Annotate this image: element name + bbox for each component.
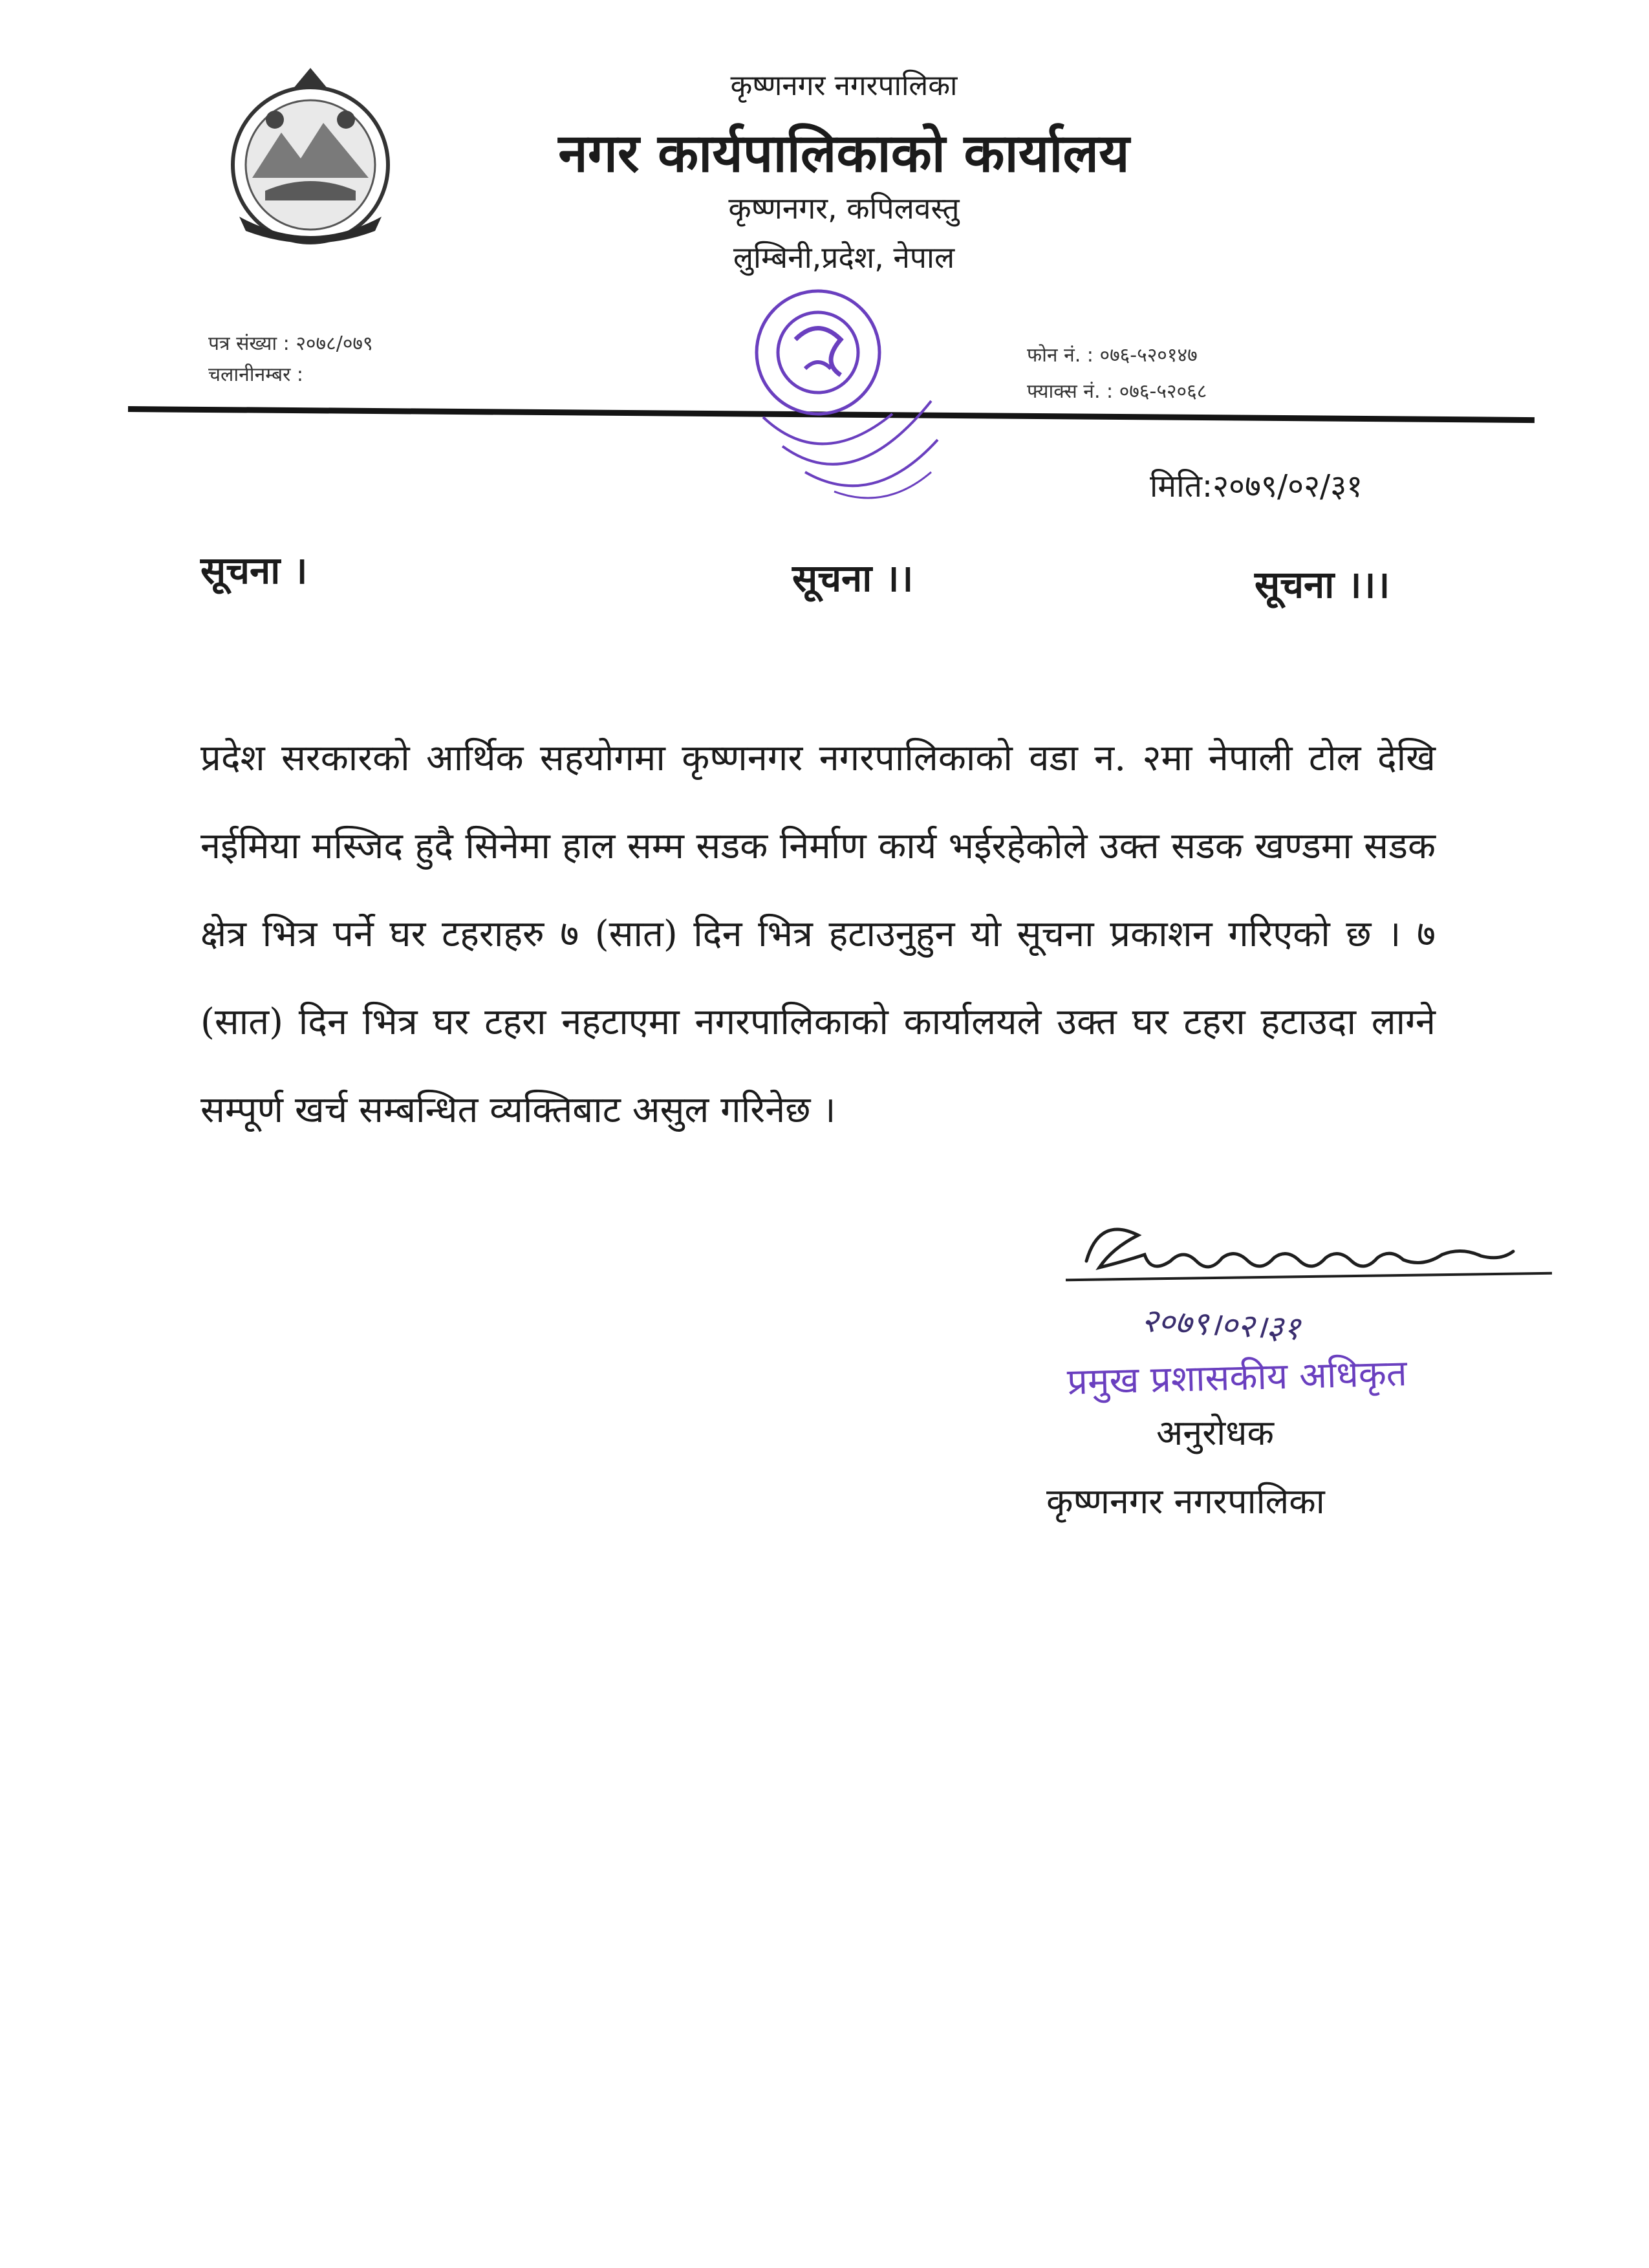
office-location: कृष्णनगर, कपिलवस्तु [728,191,960,226]
fax-row [1027,374,1207,410]
office-title: नगर कार्यपालिकाको कार्यालय [558,122,1130,184]
requester-label: अनुरोधक [1156,1412,1274,1453]
signatory-municipality: कृष्णनगर नगरपालिका [1046,1481,1325,1522]
office-address: लुम्बिनी,प्रदेश, नेपाल [733,240,955,275]
reference-block [208,329,373,391]
phone-row [1027,338,1207,374]
signature-icon [1061,1196,1552,1313]
phone-number: ०७६-५२०१४७ [1099,344,1198,367]
dispatch-number-label: चलानीनम्बर : [208,363,304,386]
dispatch-number-row [208,360,373,391]
notice-heading-3: सूचना ।।। [1255,563,1390,607]
fax-label: फ्याक्स नं. : [1027,380,1114,403]
office-stamp-icon [744,278,964,524]
officer-title-stamp: प्रमुख प्रशासकीय अधिकृत [1066,1352,1408,1403]
letter-number: २०७८/०७९ [296,332,373,355]
signed-date: २०७९।०२।३१ [1140,1301,1302,1348]
letter-date: मिति:२०७९/०२/३१ [1150,468,1363,504]
letter-number-row [208,329,373,360]
letter-number-label: पत्र संख्या : [208,332,290,355]
municipality-name: कृष्णनगर नगरपालिका [730,69,958,102]
notice-body: प्रदेश सरकारको आर्थिक सहयोगमा कृष्णनगर नगरपालिकाको वडा न. २मा नेपाली टोल देखि नईमिया मस्जिद हुदै सिनेमा हाल सम्म सडक निर्माण कार्य भईरहेकोले उक्त सडक खण्डमा सडक क्षेत्र भित्र पर्ने घर टहराहरु ७ (सात) दिन भित्र हटाउनुहुन यो सूचना प्रकाशन गरिएको छ । ७ (सात) दिन भित्र घर टहरा नहटाएमा नगरपालिकाको कार्यालयले उक्त घर टहरा हटाउदा लाग्ने सम्पूर्ण खर्च सम्बन्धित व्यक्तिबाट असुल गरिनेछ । [200,737,1436,1131]
notice-heading-1: सूचना । [200,548,308,592]
fax-number: ०७६-५२०६८ [1119,380,1207,403]
contact-block [1027,338,1207,410]
notice-heading-2: सूचना ।। [792,556,914,600]
phone-label: फोन नं. : [1027,344,1094,367]
